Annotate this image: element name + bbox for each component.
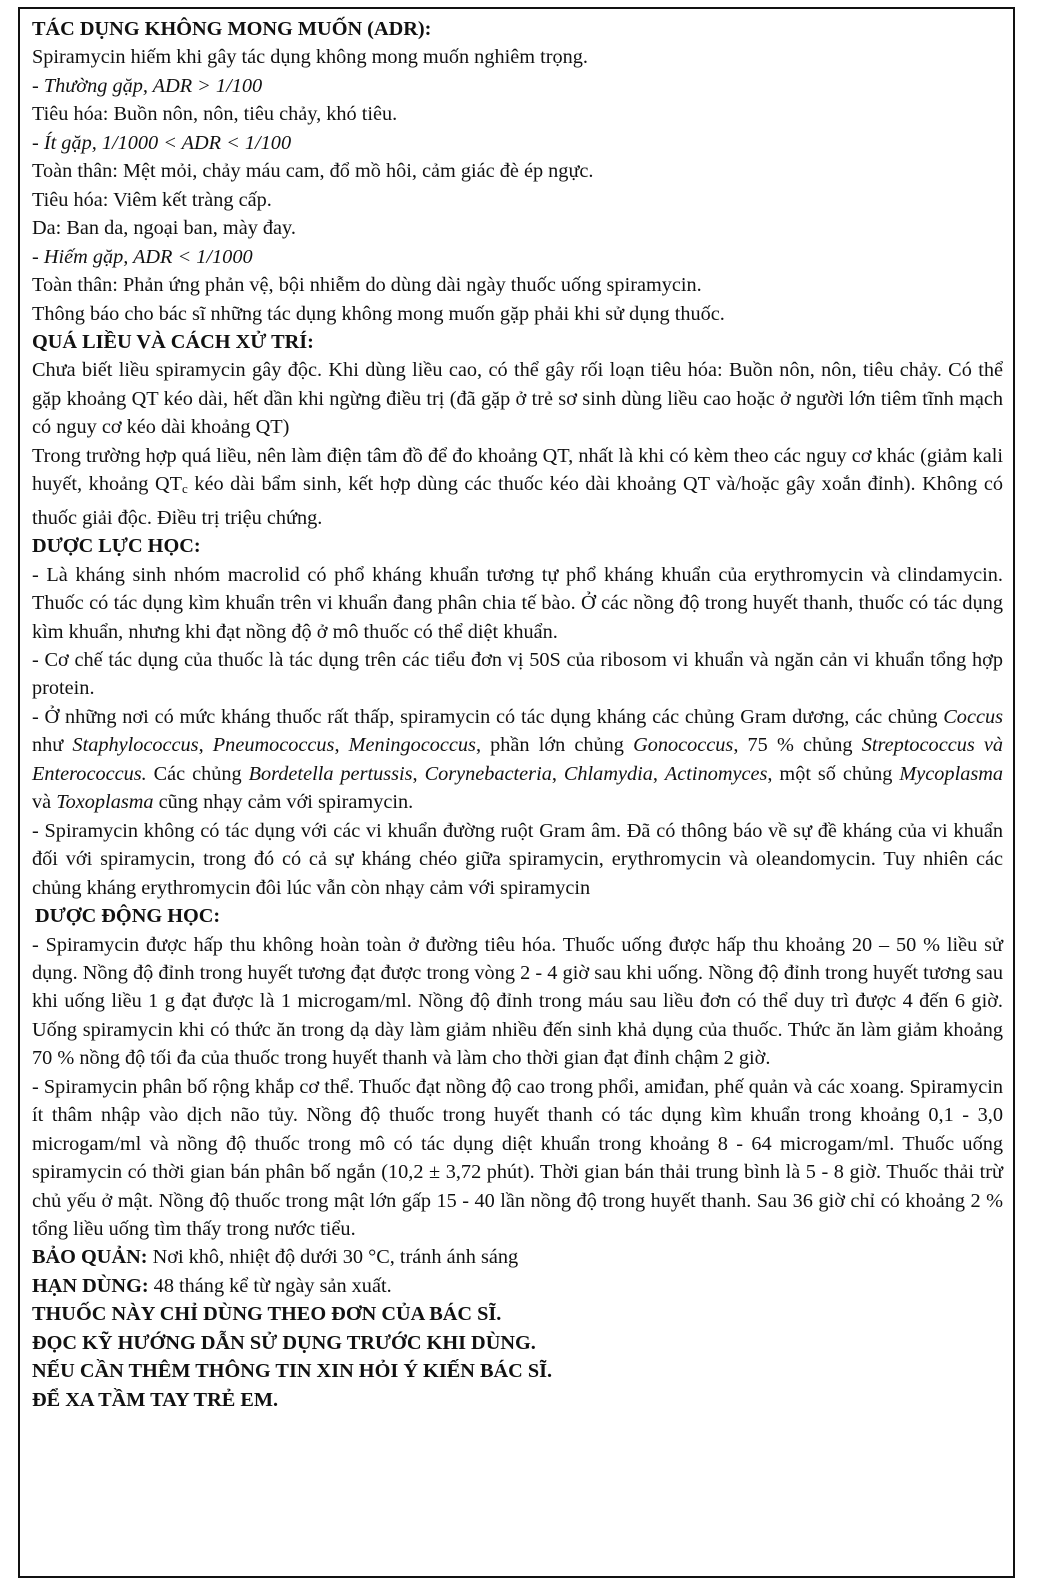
text-run: , 75 % chủng bbox=[733, 734, 862, 757]
text-run: cũng nhạy cảm với spiramycin. bbox=[153, 791, 414, 814]
expiry-line bbox=[32, 1272, 1003, 1300]
organism-name: Coccus bbox=[943, 705, 1003, 728]
overdose-paragraph: Chưa biết liều spiramycin gây độc. Khi dùng liều cao, có thể gây rối loạn tiêu hóa: Buồn nôn, nôn, tiêu chảy. Có thể gặp khoảng QT kéo dài, hết dần khi ngừng điều trị (đã gặp ở trẻ sơ sinh dùng liều cao hoặc ở người lớn tiêm tĩnh mạch có nguy cơ kéo dài khoảng QT) bbox=[32, 359, 1003, 439]
adr-rare-title: - Hiếm gặp, ADR < 1/1000 bbox=[32, 245, 253, 268]
organism-name: Toxoplasma bbox=[56, 791, 154, 814]
adr-common-title: - Thường gặp, ADR > 1/100 bbox=[32, 74, 263, 97]
pharmacodynamics-paragraph: - Là kháng sinh nhóm macrolid có phổ kháng khuẩn tương tự phổ kháng khuẩn của erythromycin và clindamycin. Thuốc có tác dụng kìm khuẩn trên vi khuẩn đang phân chia tế bào. Ở các nồng độ trong huyết thanh, thuốc có tác dụng kìm khuẩn, nhưng khi đạt nồng độ ở mô thuốc có thể diệt khuẩn. bbox=[32, 563, 1003, 643]
organism-name: Corynebacteria bbox=[424, 762, 552, 785]
text-run: - Ở những nơi có mức kháng thuốc rất thấp, spiramycin có tác dụng kháng các chủng Gram dương, các chủng bbox=[32, 705, 944, 728]
text-run: như bbox=[32, 734, 73, 757]
document-page bbox=[18, 7, 1015, 1578]
organism-name: Actinomyces bbox=[664, 762, 768, 785]
expiry-label: HẠN DÙNG: bbox=[32, 1274, 149, 1297]
storage-text: Nơi khô, nhiệt độ dưới 30 °C, tránh ánh sáng bbox=[147, 1246, 519, 1269]
adr-notify: Thông báo cho bác sĩ những tác dụng không mong muốn gặp phải khi sử dụng thuốc. bbox=[32, 302, 725, 325]
organism-name: Gonococcus bbox=[633, 734, 734, 757]
storage-label: BẢO QUẢN: bbox=[32, 1246, 148, 1269]
text-run: và bbox=[32, 791, 57, 814]
organism-name: Meningococcus bbox=[348, 734, 476, 757]
overdose-text: Trong trường hợp quá liều, nên làm điện tâm đồ để đo khoảng QT, nhất là khi có kèm theo các nguy cơ khác (giảm kali huyết, khoảng QT bbox=[32, 444, 1003, 496]
overdose-paragraph bbox=[32, 442, 1003, 532]
overdose-heading: QUÁ LIỀU VÀ CÁCH XỬ TRÍ: bbox=[32, 330, 314, 353]
adr-uncommon-item: Toàn thân: Mệt mỏi, chảy máu cam, đổ mồ hôi, cảm giác đè ép ngực. bbox=[32, 160, 594, 183]
adr-heading: TÁC DỤNG KHÔNG MONG MUỐN (ADR): bbox=[32, 18, 432, 40]
organism-name: Staphylococcus bbox=[72, 734, 199, 757]
pharmacokinetics-heading: DƯỢC ĐỘNG HỌC: bbox=[35, 905, 221, 928]
warning-line: NẾU CẦN THÊM THÔNG TIN XIN HỎI Ý KIẾN BÁC SĨ. bbox=[32, 1360, 553, 1383]
text-run: , bbox=[334, 734, 349, 757]
adr-uncommon-item: Da: Ban da, ngoại ban, mày đay. bbox=[32, 217, 296, 240]
warning-line: THUỐC NÀY CHỈ DÙNG THEO ĐƠN CỦA BÁC SĨ. bbox=[32, 1303, 502, 1326]
text-run: , một số chủng bbox=[767, 762, 900, 785]
organism-name: Streptococcus và Enterococcus. bbox=[32, 734, 1004, 785]
adr-uncommon-item: Tiêu hóa: Viêm kết tràng cấp. bbox=[32, 188, 272, 211]
organism-name: Bordetella pertussis bbox=[248, 762, 413, 785]
organism-name: Chlamydia bbox=[563, 762, 653, 785]
pharmacodynamics-paragraph: - Cơ chế tác dụng của thuốc là tác dụng trên các tiểu đơn vị 50S của ribosom vi khuẩn và ngăn cản vi khuẩn tổng hợp protein. bbox=[32, 648, 1003, 700]
overdose-text: kéo dài bẩm sinh, kết hợp dùng các thuốc kéo dài khoảng QT và/hoặc gây xoắn đỉnh). Không có thuốc giải độc. Điều trị triệu chứng. bbox=[32, 473, 1003, 529]
pharmacodynamics-paragraph bbox=[32, 703, 1003, 817]
warning-line: ĐỂ XA TẦM TAY TRẺ EM. bbox=[32, 1388, 279, 1411]
pharmacodynamics-heading: DƯỢC LỰC HỌC: bbox=[32, 535, 201, 558]
organism-name: Pneumococcus bbox=[212, 734, 335, 757]
adr-uncommon-title: - Ít gặp, 1/1000 < ADR < 1/100 bbox=[32, 131, 292, 154]
adr-common-item: Tiêu hóa: Buồn nôn, nôn, tiêu chảy, khó tiêu. bbox=[32, 103, 398, 126]
organism-name: Mycoplasma bbox=[899, 762, 1004, 785]
text-run: , bbox=[652, 762, 665, 785]
adr-intro: Spiramycin hiếm khi gây tác dụng không mong muốn nghiêm trọng. bbox=[32, 46, 588, 69]
text-run: , bbox=[198, 734, 213, 757]
text-run: , bbox=[412, 762, 425, 785]
pharmacodynamics-paragraph: - Spiramycin không có tác dụng với các vi khuẩn đường ruột Gram âm. Đã có thông báo về sự đề kháng của vi khuẩn đối với spiramycin, trong đó có cả sự kháng chéo giữa spiramycin, erythromycin và oleandomycin. Tuy nhiên các chủng kháng erythromycin đôi lúc vẫn còn nhạy cảm với spiramycin bbox=[32, 819, 1003, 899]
expiry-text: 48 tháng kể từ ngày sản xuất. bbox=[148, 1274, 392, 1297]
subscript: c bbox=[181, 481, 188, 497]
pharmacokinetics-paragraph: - Spiramycin được hấp thu không hoàn toàn ở đường tiêu hóa. Thuốc uống được hấp thu khoảng 20 – 50 % liều sử dụng. Nồng độ đỉnh trong huyết tương đạt được trong vòng 2 - 4 giờ sau khi uống. Nồng độ đỉnh trong huyết tương sau khi uống liều 1 g đạt được là 1 microgam/ml. Nồng độ đỉnh trong máu sau liều đơn có thể duy trì được 4 đến 6 giờ. Uống spiramycin khi có thức ăn trong dạ dày làm giảm nhiều đến sinh khả dụng của thuốc. Thức ăn làm giảm khoảng 70 % nồng độ tối đa của thuốc trong huyết thanh và làm cho thời gian đạt đỉnh chậm 2 giờ. bbox=[32, 933, 1003, 1070]
text-run: , phần lớn chủng bbox=[475, 734, 634, 757]
storage-line bbox=[32, 1243, 1003, 1271]
pharmacokinetics-paragraph: - Spiramycin phân bố rộng khắp cơ thể. Thuốc đạt nồng độ cao trong phổi, amiđan, phế quản và các xoang. Spiramycin ít thâm nhập vào dịch não tủy. Nồng độ thuốc trong huyết thanh có tác dụng kìm khuẩn trong khoảng 0,1 - 3,0 microgam/ml và nồng độ thuốc trong mô có tác dụng diệt khuẩn trong khoảng 8 - 64 microgam/ml. Thuốc uống spiramycin có thời gian bán phân bố ngắn (10,2 ± 3,72 phút). Thời gian bán thải trung bình là 5 - 8 giờ. Thuốc thải trừ chủ yếu ở mật. Nồng độ thuốc trong mật lớn gấp 15 - 40 lần nồng độ trong huyết thanh. Sau 36 giờ chỉ có khoảng 2 % tổng liều uống tìm thấy trong nước tiểu. bbox=[32, 1075, 1003, 1241]
text-run: Các chủng bbox=[146, 762, 249, 785]
adr-rare-item: Toàn thân: Phản ứng phản vệ, bội nhiễm do dùng dài ngày thuốc uống spiramycin. bbox=[32, 274, 702, 297]
text-run: , bbox=[551, 762, 564, 785]
warning-line: ĐỌC KỸ HƯỚNG DẪN SỬ DỤNG TRƯỚC KHI DÙNG. bbox=[32, 1331, 536, 1354]
